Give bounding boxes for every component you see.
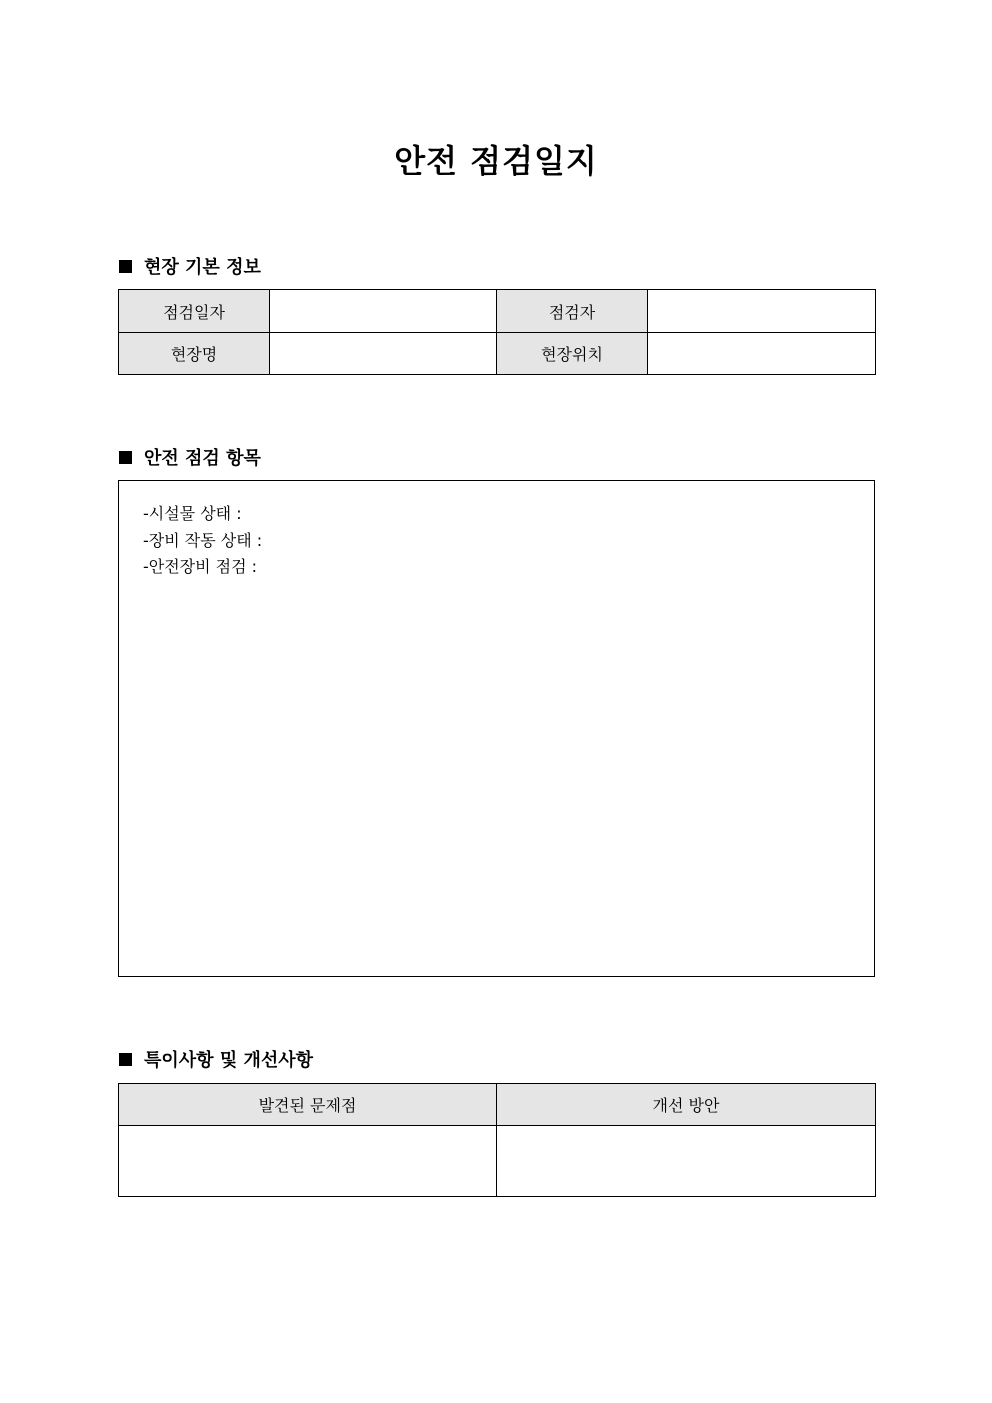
inspector-field[interactable] — [648, 290, 876, 333]
table-row — [119, 333, 876, 375]
square-bullet-icon — [119, 451, 132, 464]
site-name-field[interactable] — [270, 333, 497, 375]
improvement-plan-field[interactable] — [497, 1126, 876, 1197]
inspection-date-field[interactable] — [270, 290, 497, 333]
basic-info-table — [118, 289, 876, 375]
improvement-plan-header: 개선 방안 — [497, 1084, 876, 1126]
section-basic-info-label: 현장 기본 정보 — [144, 257, 261, 278]
square-bullet-icon — [119, 260, 132, 273]
table-row — [119, 1126, 876, 1197]
square-bullet-icon — [119, 1053, 132, 1066]
site-location-label: 현장위치 — [497, 333, 648, 375]
table-row — [119, 1084, 876, 1126]
section-issues-heading — [119, 1046, 313, 1072]
safety-equipment-line: -안전장비 점검 : — [143, 557, 258, 576]
section-basic-info-heading — [119, 253, 261, 279]
document-title: 안전 점검일지 — [394, 142, 598, 180]
inspection-items-box[interactable] — [118, 480, 875, 977]
inspector-label: 점검자 — [497, 290, 648, 333]
section-issues-label: 특이사항 및 개선사항 — [144, 1050, 314, 1071]
table-row — [119, 290, 876, 333]
facility-status-line: -시설물 상태 : — [143, 504, 242, 523]
found-issues-header: 발견된 문제점 — [119, 1084, 497, 1126]
issues-table — [118, 1083, 876, 1197]
site-name-label: 현장명 — [119, 333, 270, 375]
inspection-date-label: 점검일자 — [119, 290, 270, 333]
section-inspection-items-label: 안전 점검 항목 — [144, 448, 261, 469]
equipment-operation-line: -장비 작동 상태 : — [143, 531, 263, 550]
section-inspection-items-heading — [119, 444, 261, 470]
site-location-field[interactable] — [648, 333, 876, 375]
found-issues-field[interactable] — [119, 1126, 497, 1197]
